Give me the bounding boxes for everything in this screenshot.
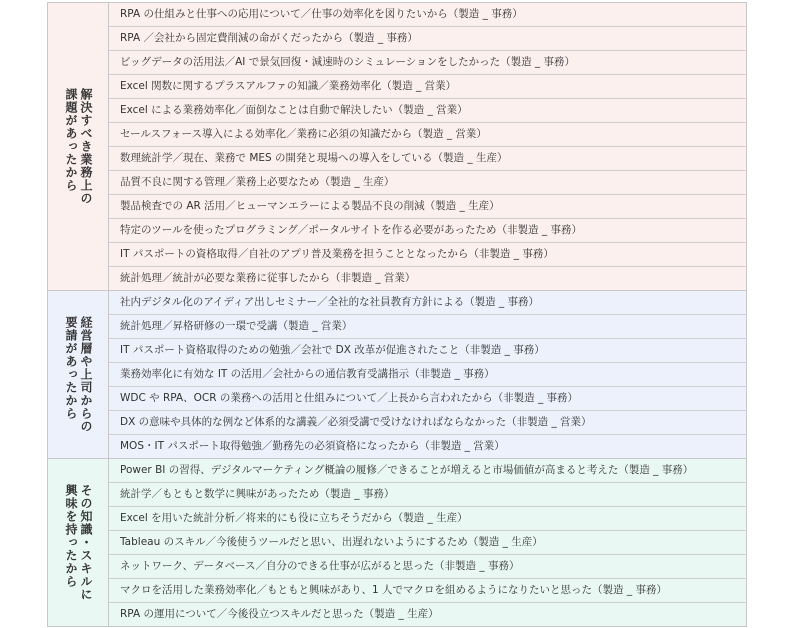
category-label: その知識・スキルに 興味を持ったから bbox=[64, 484, 93, 601]
table-row: 特定のツールを使ったプログラミング／ポータルサイトを作る必要があったため（非製造 _ 事務） bbox=[109, 219, 747, 243]
table-row: RPA ／会社から固定費削減の命がくだったから（製造 _ 事務） bbox=[109, 27, 747, 51]
table-row: ビッグデータの活用法／AI で景気回復・減速時のシミュレーションをしたかった（製造 _ 事務） bbox=[109, 51, 747, 75]
table-row: Excel を用いた統計分析／将来的にも役に立ちそうだから（製造 _ 生産） bbox=[109, 507, 747, 531]
row-list bbox=[109, 291, 747, 458]
table-row: 品質不良に関する管理／業務上必要なため（製造 _ 生産） bbox=[109, 171, 747, 195]
table-row: 数理統計学／現在、業務で MES の開発と現場への導入をしている（製造 _ 生産） bbox=[109, 147, 747, 171]
group-interest bbox=[47, 459, 747, 627]
category-cell bbox=[47, 3, 109, 290]
category-cell bbox=[47, 459, 109, 626]
table-row: 統計処理／統計が必要な業務に従事したから（非製造 _ 営業） bbox=[109, 267, 747, 290]
table-row: Tableau のスキル／今後使うツールだと思い、出遅れないようにするため（製造 _ 生産） bbox=[109, 531, 747, 555]
group-management-request bbox=[47, 291, 747, 459]
table-row: Power BI の習得、デジタルマーケティング概論の履修／できることが増えると市場価値が高まると考えた（製造 _ 事務） bbox=[109, 459, 747, 483]
table-row: 統計学／もともと数学に興味があったため（製造 _ 事務） bbox=[109, 483, 747, 507]
table-row: IT パスポートの資格取得／自社のアプリ普及業務を担うこととなったから（非製造 _ 事務） bbox=[109, 243, 747, 267]
table-row: ネットワーク、データベース／自分のできる仕事が広がると思った（非製造 _ 事務） bbox=[109, 555, 747, 579]
table-row: マクロを活用した業務効率化／もともと興味があり、1 人でマクロを組めるようになりたいと思った（製造 _ 事務） bbox=[109, 579, 747, 603]
table-row: RPA の運用について／今後役立つスキルだと思った（製造 _ 生産） bbox=[109, 603, 747, 626]
table-row: RPA の仕組みと仕事への応用について／仕事の効率化を図りたいから（製造 _ 事務） bbox=[109, 3, 747, 27]
category-label: 解決すべき業務上の 課題があったから bbox=[64, 88, 93, 205]
table-row: DX の意味や具体的な例など体系的な講義／必須受講で受けなければならなかった（非製造 _ 営業） bbox=[109, 411, 747, 435]
table-row: 製品検査での AR 活用／ヒューマンエラーによる製品不良の削減（製造 _ 生産） bbox=[109, 195, 747, 219]
table-row: 業務効率化に有効な IT の活用／会社からの通信教育受講指示（非製造 _ 事務） bbox=[109, 363, 747, 387]
table-row: 社内デジタル化のアイディア出しセミナー／全社的な社員教育方針による（製造 _ 事務） bbox=[109, 291, 747, 315]
row-list bbox=[109, 3, 747, 290]
table-row: Excel による業務効率化／面倒なことは自動で解決したい（製造 _ 営業） bbox=[109, 99, 747, 123]
table-row: IT パスポート資格取得のための勉強／会社で DX 改革が促進されたこと（非製造 _ 事務） bbox=[109, 339, 747, 363]
group-business-issue bbox=[47, 3, 747, 291]
row-list bbox=[109, 459, 747, 626]
category-label: 経営層や上司からの 要請があったから bbox=[64, 316, 93, 433]
category-cell bbox=[47, 291, 109, 458]
table-row: MOS・IT パスポート取得勉強／勤務先の必須資格になったから（非製造 _ 営業） bbox=[109, 435, 747, 458]
table-row: Excel 関数に関するプラスアルファの知識／業務効率化（製造 _ 営業） bbox=[109, 75, 747, 99]
table-row: セールスフォース導入による効率化／業務に必須の知識だから（製造 _ 営業） bbox=[109, 123, 747, 147]
table-row: 統計処理／昇格研修の一環で受講（製造 _ 営業） bbox=[109, 315, 747, 339]
table-row: WDC や RPA、OCR の業務への活用と仕組みについて／上長から言われたから（非製造 _ 事務） bbox=[109, 387, 747, 411]
reasons-table bbox=[47, 2, 747, 627]
